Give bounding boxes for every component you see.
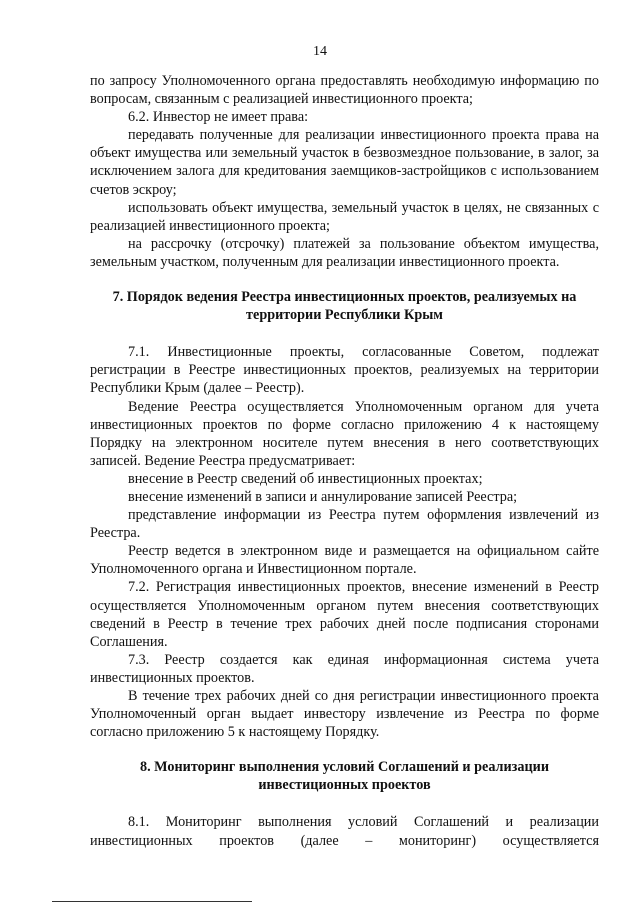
paragraph: по запросу Уполномоченного органа предоставлять необходимую информацию по вопросам, связанным с реализацией инвестиционного проекта; bbox=[90, 73, 599, 108]
paragraph: 7.2. Регистрация инвестиционных проектов, внесение изменений в Реестр осуществляется Уполномоченным органом путем внесения соответствующих сведений в Реестр в течение трех рабочих дней после подписания сторонами Соглашения. bbox=[90, 579, 599, 650]
paragraph: 7.3. Реестр создается как единая информационная система учета инвестиционных проектов. bbox=[90, 651, 599, 686]
paragraph: Реестр ведется в электронном виде и размещается на официальном сайте Уполномоченного органа и Инвестиционном портале. bbox=[90, 543, 599, 578]
paragraph: на рассрочку (отсрочку) платежей за пользование объектом имущества, земельным участком, полученным для реализации инвестиционного проекта. bbox=[90, 235, 599, 270]
page-number: 14 bbox=[313, 44, 327, 59]
section-spacer bbox=[90, 271, 599, 288]
paragraph: 6.2. Инвестор не имеет права: bbox=[128, 109, 309, 126]
paragraph: внесение в Реестр сведений об инвестиционных проектах; bbox=[128, 470, 483, 487]
section-spacer bbox=[90, 324, 599, 343]
paragraph: использовать объект имущества, земельный участок в целях, не связанных с реализацией инвестиционного проекта; bbox=[90, 199, 599, 234]
paragraph: внесение изменений в записи и аннулирование записей Реестра; bbox=[128, 488, 518, 505]
footnote-separator-line bbox=[52, 901, 252, 902]
section-spacer bbox=[90, 741, 599, 758]
section-heading: 8. Мониторинг выполнения условий Соглашений и реализации инвестиционных проектов bbox=[139, 759, 549, 794]
paragraph: передавать полученные для реализации инвестиционного проекта права на объект имущества или земельный участок в безвозмездное пользование, в залог, за исключением залога для кредитования заемщиков-застройщиков с использованием счетов эскроу; bbox=[90, 127, 599, 198]
paragraph: В течение трех рабочих дней со дня регистрации инвестиционного проекта Уполномоченный орган выдает инвестору извлечение из Реестра по форме согласно приложению 5 к настоящему Порядку. bbox=[90, 688, 599, 741]
section-spacer bbox=[90, 794, 599, 813]
paragraph: Ведение Реестра осуществляется Уполномоченным органом для учета инвестиционных проектов по форме согласно приложению 4 к настоящему Порядку на электронном носителе путем внесения в него соответствующих записей. Ведение Реестра предусматривает: bbox=[90, 398, 599, 469]
paragraph: 7.1. Инвестиционные проекты, согласованные Советом, подлежат регистрации в Реестре инвестиционных проектов, реализуемых на территории Республики Крым (далее – Реестр). bbox=[90, 344, 599, 397]
paragraph: представление информации из Реестра путем оформления извлечений из Реестра. bbox=[90, 507, 599, 542]
document-body bbox=[90, 72, 599, 850]
section-heading: 7. Порядок ведения Реестра инвестиционных проектов, реализуемых на территории Республики Крым bbox=[112, 289, 577, 324]
paragraph: 8.1. Мониторинг выполнения условий Соглашений и реализации инвестиционных проектов (далее – мониторинг) осуществляется bbox=[90, 814, 599, 849]
